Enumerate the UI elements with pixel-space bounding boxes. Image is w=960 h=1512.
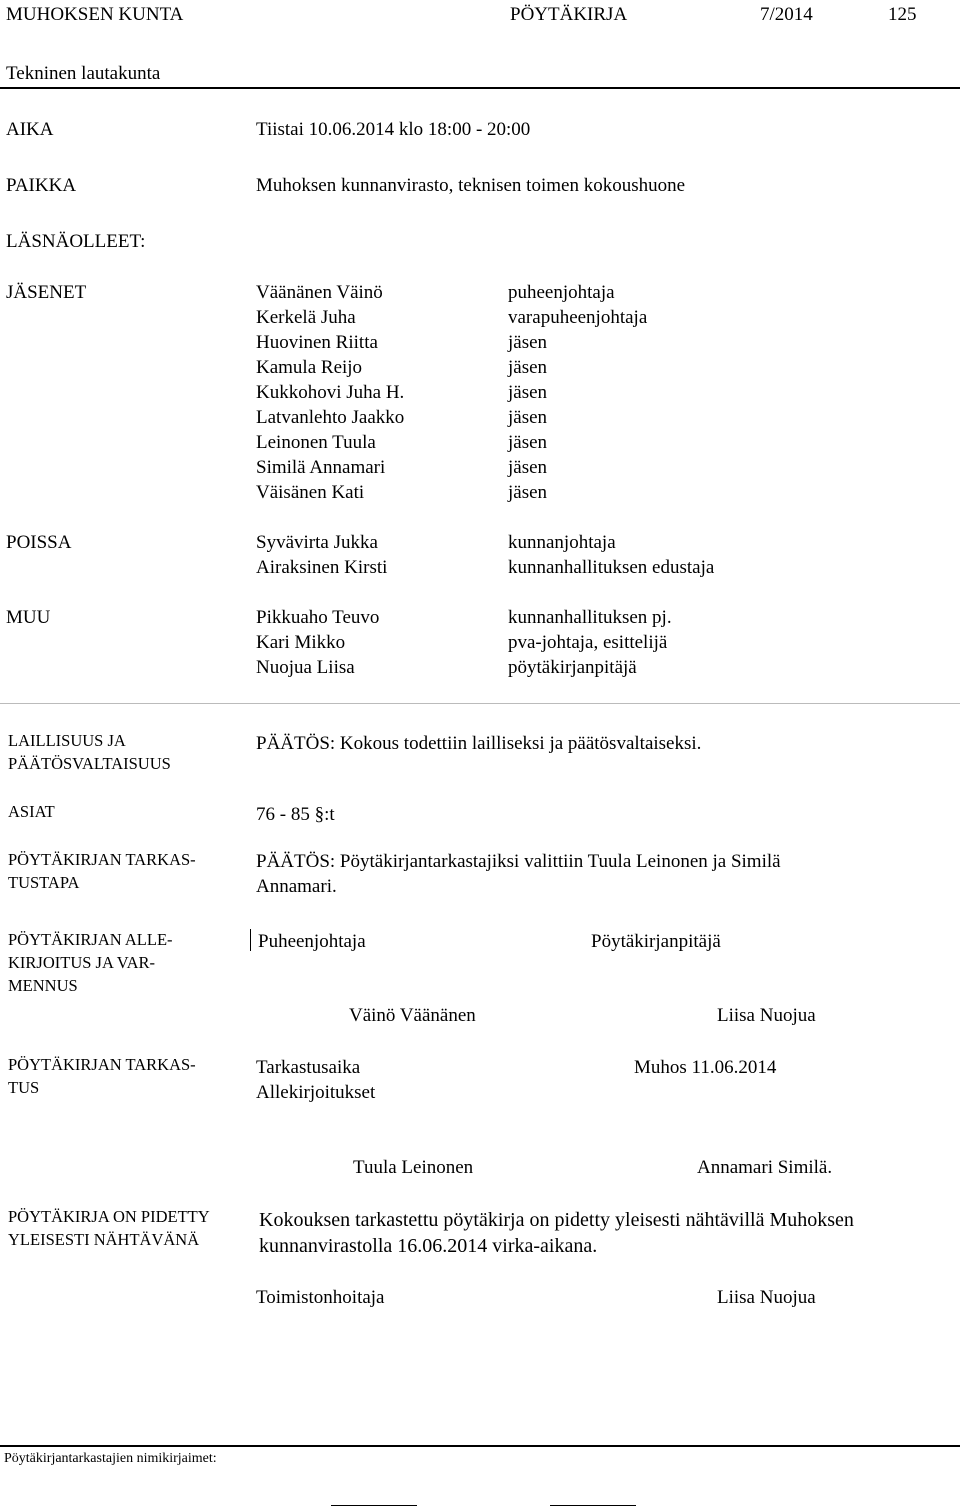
- member-name: Kamula Reijo: [256, 357, 363, 378]
- absent-role: kunnanhallituksen edustaja: [508, 557, 715, 578]
- absent-roles: [508, 530, 714, 580]
- time-value: Tiistai 10.06.2014 klo 18:00 - 20:00: [256, 119, 531, 140]
- legality-label-line: LAILLISUUS JA: [8, 731, 126, 750]
- members-label: JÄSENET: [6, 282, 87, 303]
- public-label: [8, 1205, 210, 1251]
- chair-name: Väinö Väänänen: [349, 1005, 476, 1026]
- other-role: pva-johtaja, esittelijä: [508, 632, 668, 653]
- member-name: Väisänen Kati: [256, 482, 365, 503]
- member-name: Latvanlehto Jaakko: [256, 407, 405, 428]
- board-name: Tekninen lautakunta: [6, 63, 161, 84]
- initials-label: Pöytäkirjantarkastajien nimikirjaimet:: [4, 1451, 217, 1466]
- office-title: Toimistonhoitaja: [256, 1287, 385, 1308]
- member-role: jäsen: [508, 382, 548, 403]
- signing-label-line: MENNUS: [8, 976, 78, 995]
- member-role: varapuheenjohtaja: [508, 307, 648, 328]
- secretary-name: Liisa Nuojua: [717, 1005, 816, 1026]
- other-name: Pikkuaho Teuvo: [256, 607, 380, 628]
- other-label: MUU: [6, 607, 51, 628]
- absent-role: kunnanjohtaja: [508, 532, 616, 553]
- member-role: jäsen: [508, 357, 548, 378]
- other-role: kunnanhallituksen pj.: [508, 607, 672, 628]
- absent-label: POISSA: [6, 532, 72, 553]
- absent-name: Airaksinen Kirsti: [256, 557, 388, 578]
- member-role: jäsen: [508, 482, 548, 503]
- secretary-title: Pöytäkirjanpitäjä: [591, 931, 721, 952]
- member-role: jäsen: [508, 407, 548, 428]
- other-name: Kari Mikko: [256, 632, 346, 653]
- doc-number: 7/2014: [760, 4, 813, 25]
- place-label: PAIKKA: [6, 175, 77, 196]
- member-role: jäsen: [508, 332, 548, 353]
- other-name: Nuojua Liisa: [256, 657, 355, 678]
- review-method-decision: [256, 849, 781, 899]
- present-label: LÄSNÄOLLEET:: [6, 231, 146, 252]
- review-label-line: PÖYTÄKIRJAN TARKAS-: [8, 1055, 196, 1074]
- footer-divider: [0, 1445, 960, 1447]
- signing-label-line: KIRJOITUS JA VAR-: [8, 953, 156, 972]
- member-name: Kukkohovi Juha H.: [256, 382, 405, 403]
- review-time: Tarkastusaika: [256, 1057, 361, 1078]
- public-text-line: kunnanvirastolla 16.06.2014 virka-aikana.: [259, 1235, 598, 1257]
- doc-type: PÖYTÄKIRJA: [510, 4, 628, 25]
- review-method-label: [8, 848, 196, 894]
- initials-line: [331, 1505, 417, 1506]
- org-name: MUHOKSEN KUNTA: [6, 4, 184, 25]
- legality-label: [8, 729, 171, 775]
- initials-line: [550, 1505, 636, 1506]
- signing-label: [8, 928, 173, 997]
- review-signatures: Allekirjoitukset: [256, 1082, 376, 1103]
- place-value: Muhoksen kunnanvirasto, teknisen toimen kokoushuone: [256, 175, 686, 196]
- review-label-line: TUS: [8, 1078, 40, 1097]
- absent-name: Syvävirta Jukka: [256, 532, 378, 553]
- member-name: Kerkelä Juha: [256, 307, 356, 328]
- signing-margin-bar: [250, 929, 251, 951]
- page-number: 125: [888, 4, 917, 25]
- review-method-label-line: TUSTAPA: [8, 873, 80, 892]
- items-range: 76 - 85 §:t: [256, 804, 335, 825]
- items-label: ASIAT: [8, 802, 55, 821]
- other-roles: [508, 605, 672, 680]
- review-method-decision-line: PÄÄTÖS: Pöytäkirjantarkastajiksi valittiin Tuula Leinonen ja Similä: [256, 851, 781, 872]
- member-role: jäsen: [508, 432, 548, 453]
- public-text-line: Kokouksen tarkastettu pöytäkirja on pidetty yleisesti nähtävillä Muhoksen: [259, 1209, 854, 1231]
- section-divider: [0, 703, 960, 704]
- member-name: Leinonen Tuula: [256, 432, 376, 453]
- members-names: [256, 280, 404, 505]
- member-role: jäsen: [508, 457, 548, 478]
- absent-names: [256, 530, 387, 580]
- reviewer-name: Annamari Similä.: [697, 1157, 833, 1178]
- public-text: [259, 1207, 854, 1259]
- other-names: [256, 605, 379, 680]
- review-place-date: Muhos 11.06.2014: [634, 1057, 777, 1078]
- time-label: AIKA: [6, 119, 54, 140]
- member-name: Huovinen Riitta: [256, 332, 378, 353]
- reviewer-name: Tuula Leinonen: [353, 1157, 474, 1178]
- signing-label-line: PÖYTÄKIRJAN ALLE-: [8, 930, 173, 949]
- other-role: pöytäkirjanpitäjä: [508, 657, 637, 678]
- public-label-line: PÖYTÄKIRJA ON PIDETTY: [8, 1207, 210, 1226]
- legality-decision: PÄÄTÖS: Kokous todettiin lailliseksi ja päätösvaltaiseksi.: [256, 733, 702, 754]
- members-roles: [508, 280, 647, 505]
- member-role: puheenjohtaja: [508, 282, 615, 303]
- review-method-label-line: PÖYTÄKIRJAN TARKAS-: [8, 850, 196, 869]
- member-name: Similä Annamari: [256, 457, 386, 478]
- office-name: Liisa Nuojua: [717, 1287, 816, 1308]
- legality-label-line: PÄÄTÖSVALTAISUUS: [8, 754, 171, 773]
- public-label-line: YLEISESTI NÄHTÄVÄNÄ: [8, 1230, 200, 1249]
- review-label: [8, 1053, 196, 1099]
- member-name: Väänänen Väinö: [256, 282, 383, 303]
- review-method-decision-line: Annamari.: [256, 876, 337, 897]
- chair-title: Puheenjohtaja: [258, 931, 366, 952]
- header-divider: [0, 87, 960, 89]
